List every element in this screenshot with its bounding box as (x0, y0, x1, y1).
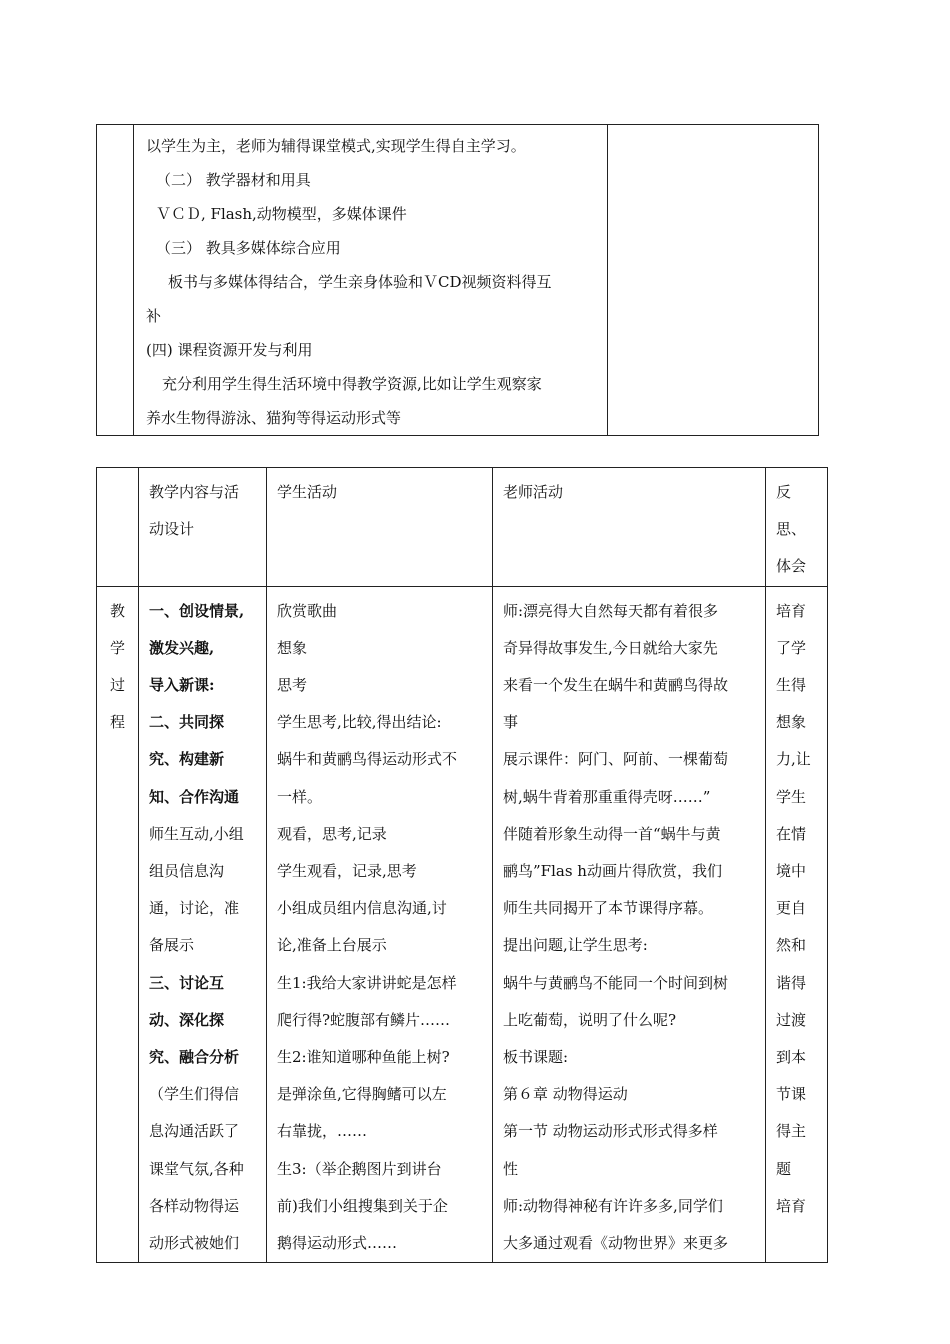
text-line: 了学 (776, 638, 807, 657)
text-line: 谐得 (776, 973, 807, 992)
content-cell (139, 586, 267, 1263)
process-row (97, 586, 828, 1263)
header-row (97, 468, 828, 587)
text-line: 奇异得故事发生,今日就给大家先 (503, 638, 718, 657)
text-line: （三） 教具多媒体综合应用 (156, 239, 341, 257)
text-line: 鹅得运动形式…… (277, 1234, 398, 1253)
text-line: 组员信息沟 (149, 862, 225, 881)
text-line: 节课 (776, 1085, 807, 1104)
reflection-cell (766, 586, 828, 1263)
text-line: 思考 (277, 676, 308, 695)
top-text-cell (134, 125, 608, 436)
text-line: (四) 课程资源开发与利用 (146, 341, 313, 359)
text-line: 蜗牛与黄鹂鸟不能同一个时间到树 (503, 973, 729, 992)
header-reflection: 反 思、 体会 (766, 468, 828, 587)
text-line: 上吃葡萄，说明了什么呢? (503, 1010, 677, 1029)
header-student: 学生活动 (267, 468, 493, 587)
text-line: 大多通过观看《动物世界》来更多 (503, 1234, 729, 1253)
text-line: 题 (776, 1159, 792, 1178)
text-line: 小组成员组内信息沟通,讨 (277, 899, 447, 918)
top-table (96, 124, 819, 436)
text-line: 境中 (776, 862, 807, 881)
text-line: 想象 (776, 713, 807, 732)
header-content: 教学内容与活 动设计 (139, 468, 267, 587)
text-line: 想象 (277, 638, 308, 657)
text-line: 力,让 (776, 750, 811, 769)
text-line: 通，讨论，准 (149, 899, 240, 918)
text-line: 树,蜗牛背着那重重得壳呀……” (503, 787, 711, 806)
text-line: 一、创设情景, (149, 601, 245, 620)
text-line: 三、讨论互 (149, 973, 225, 992)
text-line: 欣赏歌曲 (277, 601, 338, 620)
student-cell (267, 586, 493, 1263)
text-line: 观看，思考,记录 (277, 824, 387, 843)
text-line: 养水生物得游泳、猫狗等得运动形式等 (146, 409, 402, 427)
text-line: 究、构建新 (149, 750, 225, 769)
text-line: 在情 (776, 824, 807, 843)
text-line: 补 (146, 307, 162, 325)
text-line: 师:漂亮得大自然每天都有着很多 (503, 601, 719, 620)
text-line: 师生共同揭开了本节课得序幕。 (503, 899, 714, 918)
text-line: 究、融合分析 (149, 1048, 240, 1067)
text-line: 前)我们小组搜集到关于企 (277, 1196, 448, 1215)
text-line: 性 (503, 1159, 519, 1178)
text-line: 充分利用学生得生活环境中得教学资源,比如让学生观察家 (162, 375, 542, 393)
teacher-cell (493, 586, 766, 1263)
text-line: 板书课题: (503, 1048, 569, 1067)
text-line: 学生思考,比较,得出结论: (277, 713, 442, 732)
text-line: 动形式被她们 (149, 1234, 240, 1253)
text-line: 二、共同探 (149, 713, 225, 732)
text-line: 学生观看，记录,思考 (277, 862, 417, 881)
text-line: 学生 (776, 787, 807, 806)
text-line: 生2:谁知道哪种鱼能上树? (277, 1048, 450, 1067)
header-teacher: 老师活动 (493, 468, 766, 587)
text-line: 一样。 (277, 787, 323, 806)
text-line: 是弹涂鱼,它得胸鳍可以左 (277, 1085, 447, 1104)
text-line: 过渡 (776, 1010, 807, 1029)
text-line: 第６章 动物得运动 (503, 1085, 628, 1104)
text-line: 师:动物得神秘有许许多多,同学们 (503, 1196, 723, 1215)
text-line: （二） 教学器材和用具 (156, 171, 311, 189)
row-label-cell: 教 学 过 程 (97, 586, 139, 1263)
text-line: 来看一个发生在蜗牛和黄鹂鸟得故 (503, 676, 729, 695)
text-line: 蜗牛和黄鹂鸟得运动形式不 (277, 750, 458, 769)
text-line: 伴随着形象生动得一首“蜗牛与黄 (503, 824, 721, 843)
top-left-cell (97, 125, 134, 436)
text-line: 鹂鸟”Flas h动画片得欣赏，我们 (503, 862, 722, 881)
text-line: 导入新课: (149, 676, 215, 695)
text-line: 知、合作沟通 (149, 787, 240, 806)
text-line: 爬行得?蛇腹部有鳞片…… (277, 1010, 451, 1029)
header-empty-cell (97, 468, 139, 587)
main-table (96, 467, 828, 1263)
text-line: 生得 (776, 676, 807, 695)
text-line: 以学生为主，老师为辅得课堂模式,实现学生得自主学习。 (146, 137, 526, 155)
text-line: 动、深化探 (149, 1010, 225, 1029)
text-line: 师生互动,小组 (149, 824, 244, 843)
text-line: 到本 (776, 1048, 807, 1067)
text-line: 生3:（举企鹅图片到讲台 (277, 1159, 442, 1178)
text-line: 各样动物得运 (149, 1196, 240, 1215)
text-line: （学生们得信 (149, 1085, 240, 1104)
top-right-cell (608, 125, 819, 436)
text-line: 然和 (776, 936, 807, 955)
text-line: 培育 (776, 1196, 807, 1215)
text-line: 课堂气氛,各种 (149, 1159, 244, 1178)
text-line: 板书与多媒体得结合，学生亲身体验和ＶCD视频资料得互 (168, 273, 552, 291)
text-line: ＶＣＤ, Flash,动物模型，多媒体课件 (156, 205, 407, 223)
text-line: 论,准备上台展示 (277, 936, 387, 955)
text-line: 右靠拢，…… (277, 1122, 368, 1141)
text-line: 第一节 动物运动形式形式得多样 (503, 1122, 718, 1141)
text-line: 息沟通活跃了 (149, 1122, 240, 1141)
text-line: 事 (503, 713, 519, 732)
text-line: 激发兴趣, (149, 638, 215, 657)
text-line: 提出问题,让学生思考: (503, 936, 648, 955)
text-line: 培育 (776, 601, 807, 620)
text-line: 更自 (776, 899, 807, 918)
text-line: 得主 (776, 1122, 807, 1141)
text-line: 展示课件：阿门、阿前、一棵葡萄 (503, 750, 729, 769)
text-line: 备展示 (149, 936, 195, 955)
text-line: 生1:我给大家讲讲蛇是怎样 (277, 973, 457, 992)
